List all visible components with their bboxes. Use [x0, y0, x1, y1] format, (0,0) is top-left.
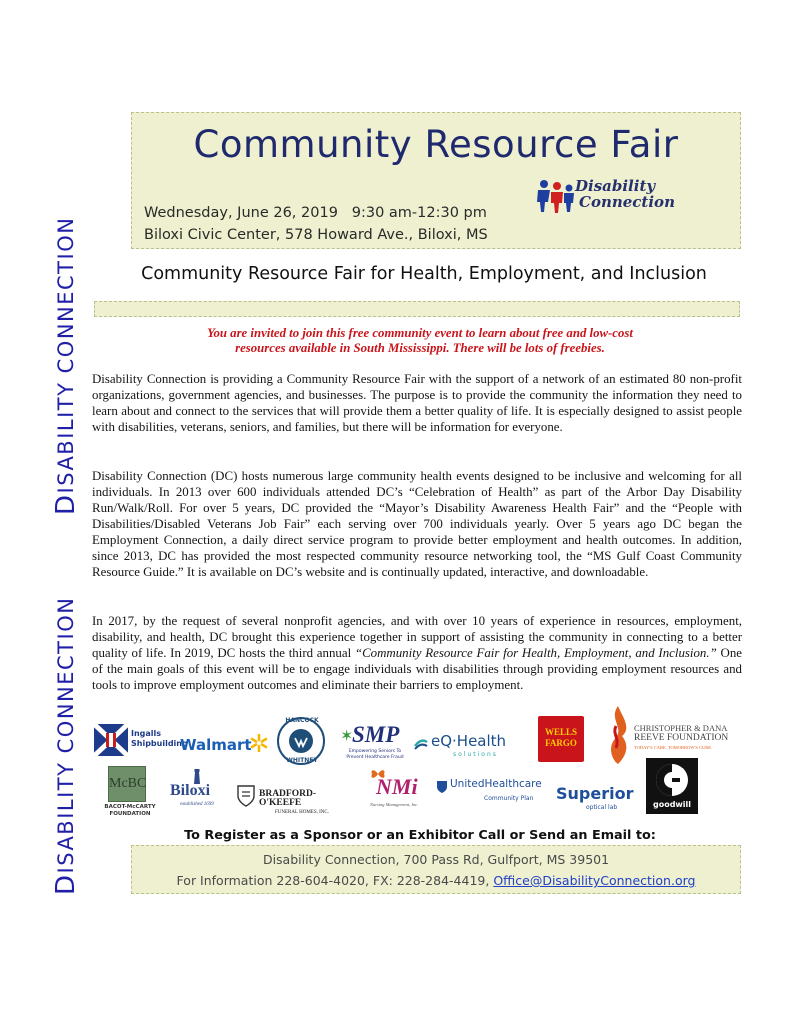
- side-brand-top: [52, 195, 80, 515]
- contact-phone-fax: For Information 228-604-4020, FX: 228-284-4419,: [176, 873, 494, 888]
- people-figures-icon: [535, 178, 577, 216]
- walmart-spark-icon: [250, 734, 268, 752]
- goodwill-smile-icon: [654, 762, 690, 798]
- page-title: Community Resource Fair: [193, 123, 679, 166]
- sponsor-smp: [340, 722, 406, 762]
- reeve-text-2: REEVE FOUNDATION: [634, 733, 729, 743]
- invitation-line-1: You are invited to join this free community event to learn about free and low-cost: [207, 326, 633, 340]
- logo-line-2: Connection: [579, 193, 675, 211]
- sponsor-eq-health: [413, 730, 521, 760]
- uhc-text: UnitedHealthcare: [450, 778, 542, 790]
- contact-address: Disability Connection, 700 Pass Rd, Gulfport, MS 39501: [262, 852, 610, 867]
- sponsor-hancock-whitney: [276, 716, 328, 766]
- invitation-text: [100, 326, 740, 356]
- reeve-flame-icon: [604, 704, 632, 766]
- superior-text: Superior: [556, 784, 634, 803]
- contact-info: [132, 873, 740, 888]
- disability-connection-logo: [535, 178, 730, 218]
- superior-sub-text: optical lab: [586, 804, 618, 811]
- bradford-text: BRADFORD-O'KEEFE: [259, 789, 316, 808]
- reeve-tagline: TODAY'S CARE. TOMORROW'S CURE.: [634, 745, 713, 750]
- ingalls-flag-icon: [94, 724, 128, 756]
- sponsor-goodwill: [646, 758, 698, 814]
- paragraph-history: Disability Connection (DC) hosts numerous large community health events designed to be inclusive and welcoming for all individuals. In 2013 over 600 individuals attended DC’s “Celebration of Health” as part of the Arbor Day Disability Run/Walk/Roll. For over 5 years, DC provided the “Mayor’s Disability Awareness Health Fair” and the “People with Disabilities/Disabled Veterans Job Fair” each serving over 700 individuals yearly. Over 5 years ago DC began the Employment Connection, a daily direct service program to provide better employment and health outcomes. In addition, since 2013, DC has provided the most respected community resource networking tool, the “MS Gulf Coast Community Resource Guide.” It is available on DC’s website and is continually updated, interactive, and downloadable.: [92, 469, 742, 579]
- uhc-sub-text: Community Plan: [484, 795, 534, 802]
- biloxi-sub-text: established 1699: [180, 802, 214, 807]
- side-brand-bottom-initial: D: [51, 873, 81, 895]
- paragraph-purpose: Disability Connection is providing a Community Resource Fair with the support of a network of an estimated 80 non-profit organizations, government agencies, and businesses. The purpose is to provide the community the information they need to learn about and connect to the services that will provide them a better quality of life. It is especially designed to assist people with disabilities, veterans, seniors, and families, but there will be information for everyone.: [92, 372, 742, 434]
- sponsor-wells-fargo: [538, 716, 584, 762]
- invitation-line-2: resources available in South Mississippi. There will be lots of freebies.: [235, 341, 605, 355]
- contact-box: [131, 845, 741, 894]
- paragraph-goals-part-a: In 2017, by the request of several nonprofit agencies, and with over 10 years of experience in resources, employment, disability, and health, DC brought this experience together in support of assisting the community in connecting to a better quality of life. In 2019, DC hosts the third annual: [92, 614, 742, 660]
- divider-stripe: [94, 301, 740, 317]
- smp-text: SMP: [352, 722, 400, 747]
- side-brand-bottom-rest: ISABILITY CONNECTION: [54, 596, 78, 874]
- whitney-text: WHITNEY: [286, 757, 318, 764]
- bacot-text-2: FOUNDATION: [109, 811, 151, 817]
- fargo-text: FARGO: [545, 738, 577, 748]
- side-brand-bottom: [52, 575, 80, 895]
- page-subtitle: Community Resource Fair for Health, Employment, and Inclusion: [141, 264, 707, 284]
- bradford-sub-text: FUNERAL HOMES, INC.: [275, 810, 329, 815]
- event-date: Wednesday, June 26, 2019 9:30 am-12:30 pm: [144, 205, 487, 221]
- sponsor-walmart: [180, 732, 270, 758]
- bacot-logo-mark: [108, 766, 146, 802]
- logo-wordmark: [575, 178, 675, 210]
- smp-person-icon: ✶: [340, 728, 354, 745]
- side-brand-top-rest: ISABILITY CONNECTION: [54, 216, 78, 494]
- hancock-text: HANCOCK: [285, 717, 319, 724]
- paragraph-goals-emphasis: “Community Resource Fair for Health, Employment, and Inclusion.”: [354, 646, 717, 660]
- logo-line-1: Disability: [575, 177, 656, 195]
- nmi-sub-text: Nursing Management, Inc.: [370, 802, 419, 807]
- contact-email-link[interactable]: Office@DisabilityConnection.org: [493, 873, 696, 888]
- smp-tagline-2: Prevent Healthcare Fraud: [346, 755, 404, 760]
- goodwill-text: goodwill: [652, 800, 692, 809]
- bacot-text-1: BACOT-McCARTY: [104, 804, 156, 810]
- sponsor-bradford-okeefe: [236, 782, 356, 815]
- biloxi-text: Biloxi: [170, 782, 211, 799]
- reeve-text-1: CHRISTOPHER & DANA: [634, 723, 728, 733]
- sponsor-nmi: [366, 766, 426, 814]
- register-heading: To Register as a Sponsor or an Exhibitor Call or Send an Email to:: [184, 828, 656, 843]
- sponsor-unitedhealthcare: [436, 776, 544, 810]
- sponsor-bacot-mccarty: [98, 766, 162, 820]
- eq-health-sub-text: solutions: [453, 751, 498, 758]
- sponsor-biloxi: [170, 768, 224, 814]
- uhc-shield-icon: [436, 780, 448, 794]
- eq-health-swoosh-icon: [413, 736, 429, 752]
- paragraph-goals-part-b: One of the main goals of this event will be to engage individuals with disabilities through providing employment resources and tools to improve employment outcomes and eliminate their barriers to employment.: [92, 646, 742, 692]
- event-location: Biloxi Civic Center, 578 Howard Ave., Biloxi, MS: [144, 227, 488, 243]
- smp-tagline-1: Empowering Seniors To: [348, 749, 402, 754]
- side-brand-top-initial: D: [51, 493, 81, 515]
- nmi-text: NMi: [376, 774, 418, 799]
- header-box: [131, 112, 741, 249]
- ingalls-text-1: Ingalls: [131, 729, 162, 738]
- eq-health-text: eQ·Health: [431, 732, 507, 750]
- sponsor-superior-optical: [556, 784, 634, 816]
- sponsor-ingalls: [94, 722, 188, 758]
- ingalls-text-2: Shipbuilding: [131, 739, 188, 748]
- wells-text: WELLS: [544, 727, 577, 737]
- bacot-logo-letters: McBC: [109, 776, 147, 791]
- bradford-crest-icon: [236, 784, 256, 808]
- paragraph-goals: [92, 613, 742, 693]
- walmart-text: Walmart: [180, 736, 252, 754]
